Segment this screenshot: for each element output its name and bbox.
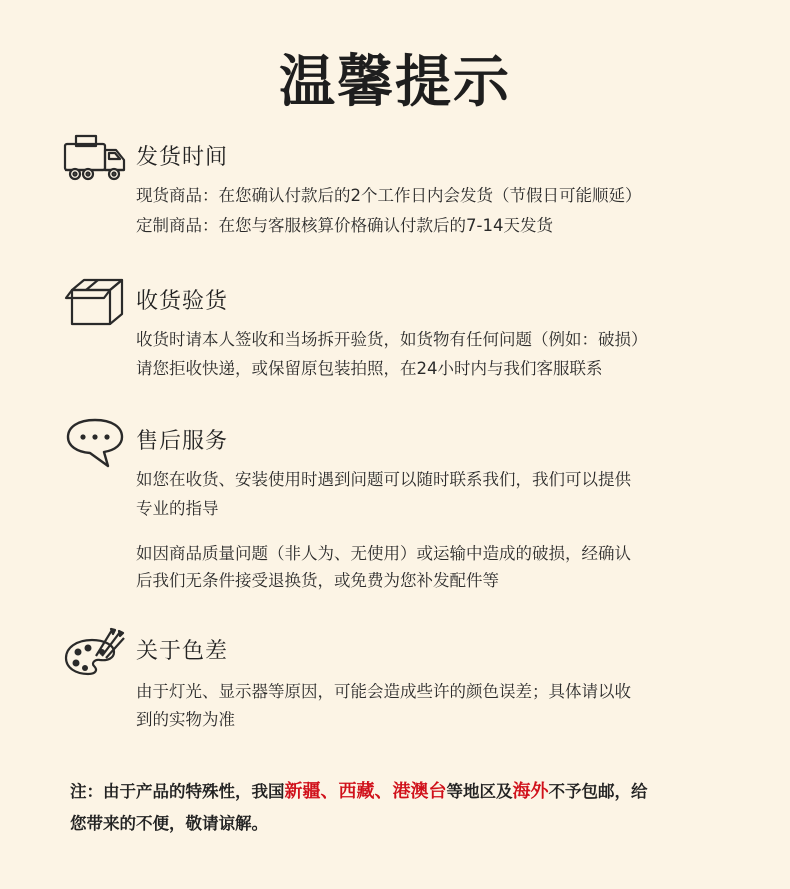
note-suffix: 不予包邮，给 bbox=[548, 782, 648, 801]
section-title: 发货时间 bbox=[136, 145, 229, 170]
note-prefix: 注：由于产品的特殊性，我国 bbox=[70, 782, 285, 801]
note-separator: 、 bbox=[374, 781, 393, 802]
palette-icon bbox=[62, 626, 128, 680]
shipping-note bbox=[70, 776, 730, 840]
section-line: 由于灯光、显示器等原因，可能会造成些许的颜色误差；具体请以收 bbox=[136, 682, 631, 701]
note-region-tibet: 西藏 bbox=[338, 781, 375, 802]
section-line: 如您在收货、安装使用时遇到问题可以随时联系我们，我们可以提供 bbox=[136, 470, 631, 489]
box-icon bbox=[62, 276, 128, 330]
section-line: 到的实物为准 bbox=[136, 710, 235, 729]
truck-icon bbox=[62, 132, 128, 186]
section-line: 如因商品质量问题（非人为、无使用）或运输中造成的破损，经确认 bbox=[136, 544, 631, 563]
note-region-xinjiang: 新疆 bbox=[284, 781, 321, 802]
section-title: 售后服务 bbox=[136, 429, 229, 454]
section-line: 请您拒收快递，或保留原包装拍照，在24小时内与我们客服联系 bbox=[136, 359, 603, 378]
section-line: 收货时请本人签收和当场拆开验货，如货物有任何问题（例如：破损） bbox=[136, 330, 648, 349]
note-middle: 等地区及 bbox=[446, 782, 513, 801]
section-line: 现货商品：在您确认付款后的2个工作日内会发货（节假日可能顺延） bbox=[136, 186, 642, 205]
section-line: 专业的指导 bbox=[136, 499, 219, 518]
section-line: 定制商品：在您与客服核算价格确认付款后的7-14天发货 bbox=[136, 216, 553, 235]
note-region-hk-macau-taiwan: 港澳台 bbox=[392, 781, 447, 802]
note-apology: 您带来的不便，敬请谅解。 bbox=[70, 814, 268, 833]
note-region-overseas: 海外 bbox=[512, 781, 549, 802]
page-title: 温馨提示 bbox=[279, 50, 511, 115]
section-title: 关于色差 bbox=[136, 639, 229, 664]
section-title: 收货验货 bbox=[136, 289, 229, 314]
chat-bubble-icon bbox=[62, 416, 128, 470]
section-line: 后我们无条件接受退换货，或免费为您补发配件等 bbox=[136, 571, 499, 590]
note-separator: 、 bbox=[320, 781, 339, 802]
